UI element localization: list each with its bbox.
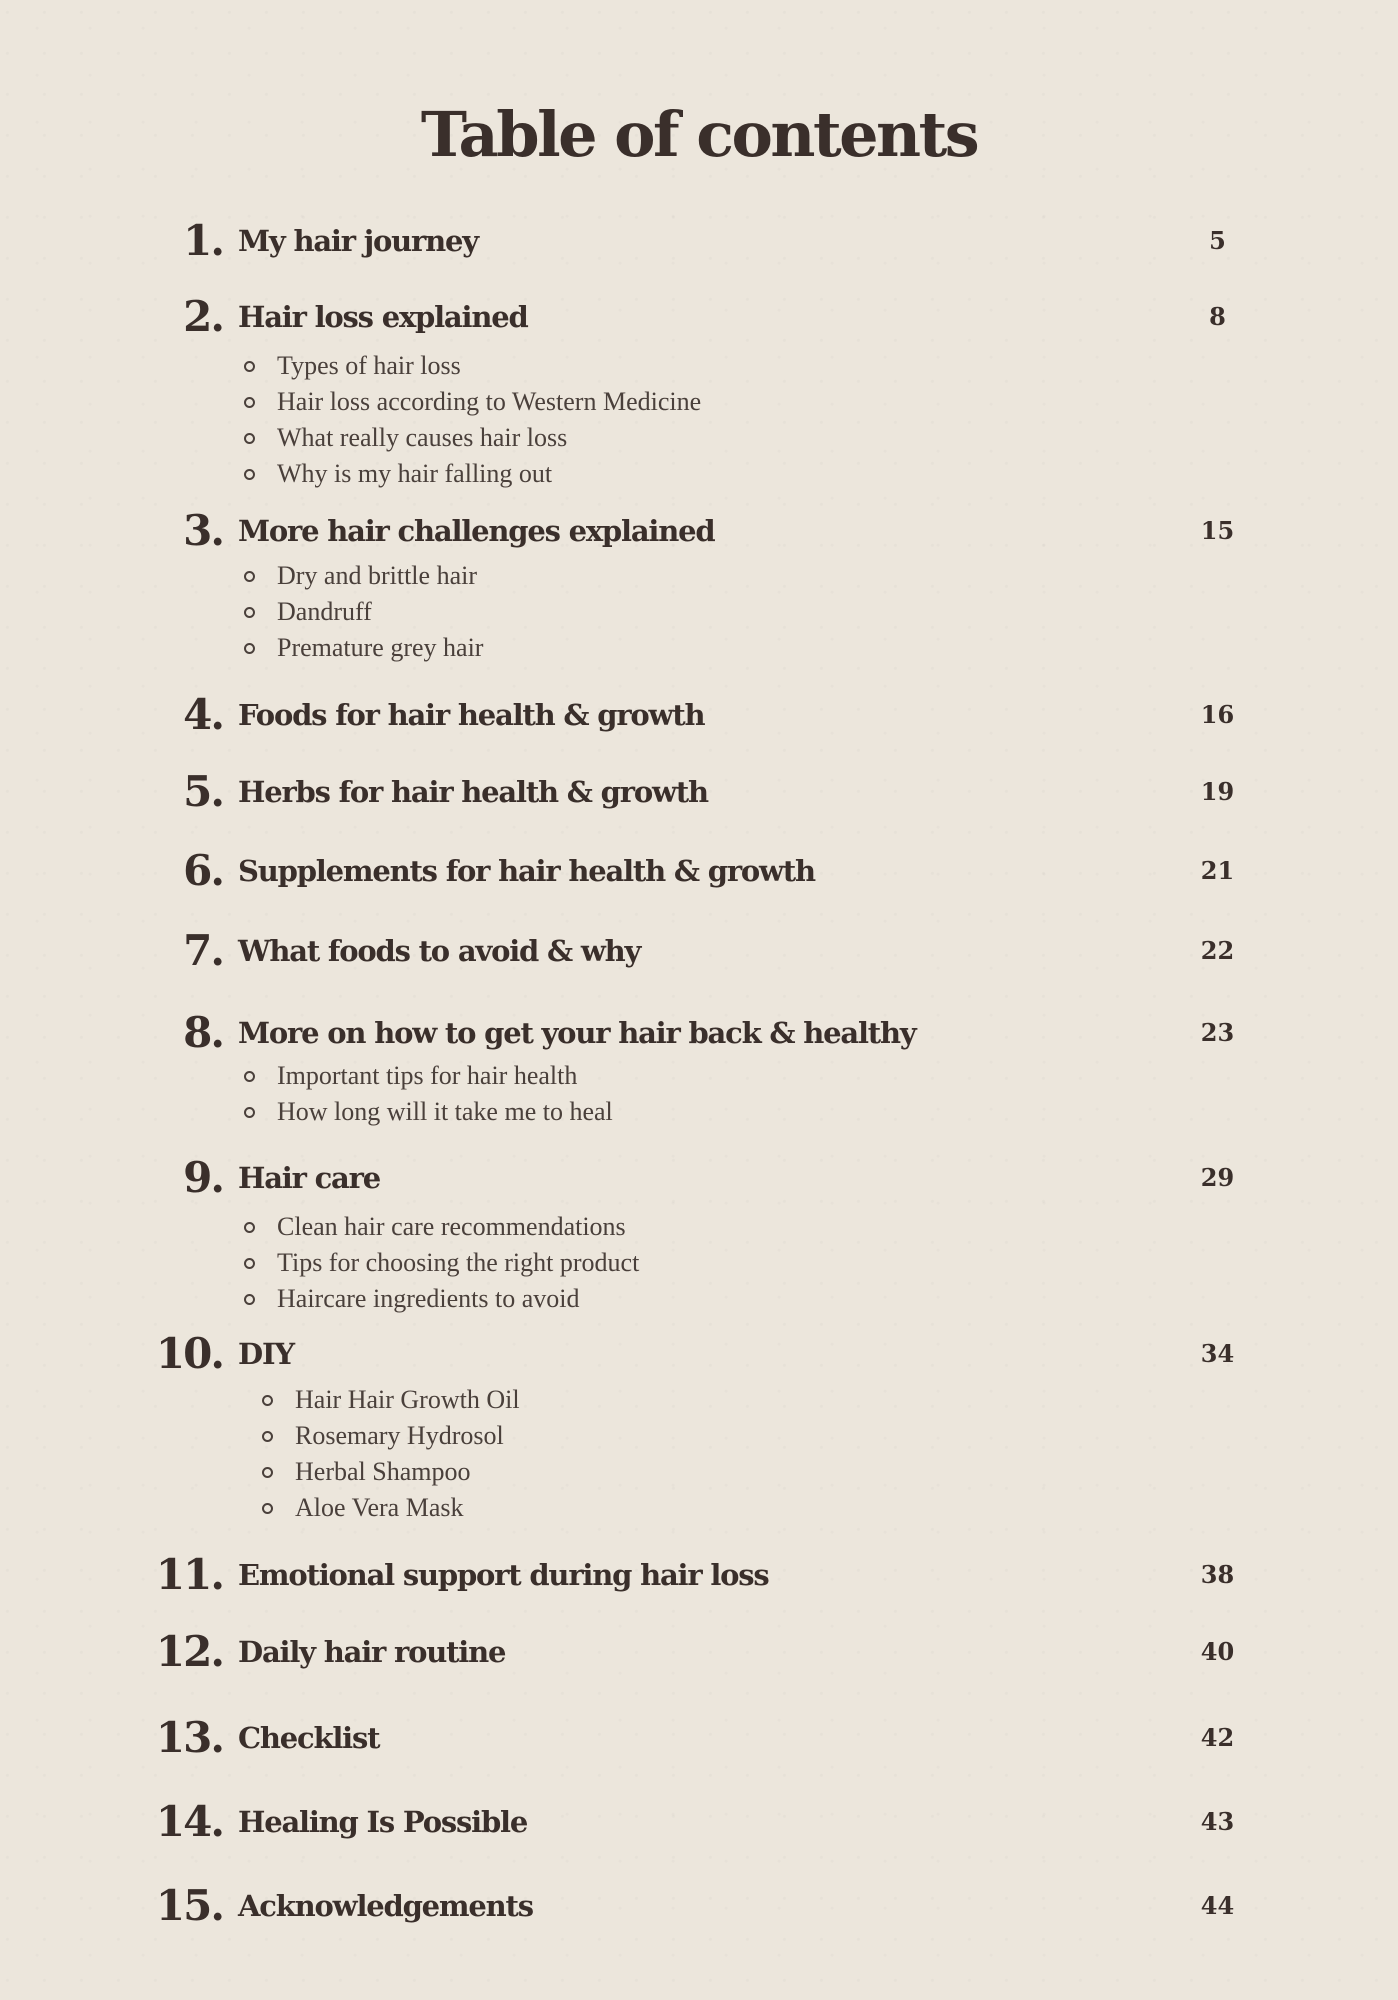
subtopic-item[interactable] — [244, 384, 701, 420]
toc-entry[interactable] — [0, 916, 1398, 986]
subtopic-item[interactable] — [244, 630, 483, 666]
entry-title[interactable]: More hair challenges explained — [238, 514, 715, 548]
subtopic-label: Haircare ingredients to avoid — [277, 1284, 580, 1313]
bullet-icon — [244, 433, 255, 444]
entry-title[interactable]: Acknowledgements — [238, 1889, 533, 1923]
subtopic-label: Important tips for hair health — [277, 1061, 578, 1090]
subtopic-item[interactable] — [244, 1209, 639, 1245]
subtopic-item[interactable] — [244, 420, 701, 456]
entry-number: 7. — [183, 926, 223, 975]
toc-entry[interactable] — [0, 282, 1398, 352]
entry-title[interactable]: DIY — [238, 1337, 294, 1371]
subtopic-item[interactable] — [244, 1245, 639, 1281]
entry-title[interactable]: Foods for hair health & growth — [238, 698, 705, 732]
entry-title[interactable]: Daily hair routine — [238, 1635, 506, 1669]
toc-entry[interactable] — [0, 1787, 1398, 1857]
entry-number: 13. — [155, 1713, 223, 1762]
bullet-icon — [262, 1467, 273, 1478]
entry-title[interactable]: Supplements for hair health & growth — [238, 854, 815, 888]
entry-page-number: 8 — [1209, 302, 1226, 331]
toc-entry[interactable] — [0, 496, 1398, 566]
bullet-icon — [262, 1431, 273, 1442]
bullet-icon — [244, 1071, 255, 1082]
subtopic-item[interactable] — [244, 348, 701, 384]
bullet-icon — [244, 643, 255, 654]
entry-page-number: 42 — [1200, 1723, 1235, 1752]
entry-page-number: 38 — [1200, 1560, 1235, 1589]
entry-page-number: 29 — [1200, 1163, 1235, 1192]
toc-entry[interactable] — [0, 1617, 1398, 1687]
subtopic-label: Types of hair loss — [277, 351, 461, 380]
bullet-icon — [244, 1258, 255, 1269]
entry-title[interactable]: Herbs for hair health & growth — [238, 775, 708, 809]
subtopic-item[interactable] — [262, 1454, 520, 1490]
entry-page-number: 44 — [1200, 1891, 1235, 1920]
bullet-icon — [244, 397, 255, 408]
entry-number: 5. — [183, 767, 223, 816]
bullet-icon — [244, 469, 255, 480]
bullet-icon — [244, 1222, 255, 1233]
subtopic-item[interactable] — [244, 558, 483, 594]
entry-title[interactable]: What foods to avoid & why — [238, 934, 641, 968]
entry-title[interactable]: Hair loss explained — [238, 300, 528, 334]
subtopic-item[interactable] — [244, 1094, 613, 1130]
bullet-icon — [244, 1107, 255, 1118]
entry-page-number: 34 — [1200, 1339, 1235, 1368]
entry-page-number: 43 — [1200, 1807, 1235, 1836]
toc-entry[interactable] — [0, 680, 1398, 750]
entry-page-number: 19 — [1200, 777, 1235, 806]
entry-number: 12. — [155, 1627, 223, 1676]
subtopic-item[interactable] — [262, 1418, 520, 1454]
entry-number: 15. — [155, 1881, 223, 1930]
entry-title[interactable]: Checklist — [238, 1721, 380, 1755]
entry-number: 6. — [183, 846, 223, 895]
subtopic-list — [244, 558, 483, 666]
bullet-icon — [244, 607, 255, 618]
subtopic-list — [244, 1209, 639, 1317]
entry-number: 4. — [183, 690, 223, 739]
toc-entry[interactable] — [0, 1319, 1398, 1389]
subtopic-label: Clean hair care recommendations — [277, 1212, 626, 1241]
subtopic-item[interactable] — [262, 1490, 520, 1526]
subtopic-label: Premature grey hair — [277, 633, 484, 662]
entry-number: 2. — [183, 292, 223, 341]
entry-title[interactable]: Emotional support during hair loss — [238, 1558, 769, 1592]
bullet-icon — [244, 571, 255, 582]
subtopic-list — [262, 1382, 520, 1526]
page-title: Table of contents — [420, 98, 978, 171]
subtopic-label: Tips for choosing the right product — [277, 1248, 640, 1277]
subtopic-label: How long will it take me to heal — [277, 1097, 613, 1126]
toc-entry[interactable] — [0, 836, 1398, 906]
entry-title[interactable]: Healing Is Possible — [238, 1805, 528, 1839]
entry-page-number: 16 — [1200, 700, 1235, 729]
toc-entry[interactable] — [0, 1871, 1398, 1941]
entry-page-number: 22 — [1200, 936, 1235, 965]
subtopic-item[interactable] — [244, 594, 483, 630]
entry-number: 11. — [155, 1550, 223, 1599]
entry-page-number: 15 — [1200, 516, 1235, 545]
entry-page-number: 23 — [1200, 1018, 1235, 1047]
subtopic-list — [244, 1058, 613, 1130]
subtopic-item[interactable] — [262, 1382, 520, 1418]
entry-number: 14. — [155, 1797, 223, 1846]
entry-number: 1. — [183, 216, 223, 265]
entry-number: 8. — [183, 1008, 223, 1057]
toc-entry[interactable] — [0, 1143, 1398, 1213]
toc-entry[interactable] — [0, 998, 1398, 1068]
toc-entry[interactable] — [0, 1540, 1398, 1610]
subtopic-label: Herbal Shampoo — [295, 1457, 471, 1486]
subtopic-item[interactable] — [244, 1281, 639, 1317]
entry-page-number: 21 — [1200, 856, 1235, 885]
entry-number: 9. — [183, 1153, 223, 1202]
bullet-icon — [244, 1294, 255, 1305]
entry-number: 3. — [183, 506, 223, 555]
subtopic-item[interactable] — [244, 456, 701, 492]
toc-entry[interactable] — [0, 1703, 1398, 1773]
entry-title[interactable]: My hair journey — [238, 224, 478, 258]
subtopic-label: What really causes hair loss — [277, 423, 568, 452]
bullet-icon — [244, 361, 255, 372]
entry-title[interactable]: Hair care — [238, 1161, 380, 1195]
entry-title[interactable]: More on how to get your hair back & healthy — [238, 1016, 916, 1050]
subtopic-list — [244, 348, 701, 492]
subtopic-label: Hair loss according to Western Medicine — [277, 387, 702, 416]
subtopic-label: Hair Hair Growth Oil — [295, 1385, 520, 1414]
entry-number: 10. — [155, 1329, 223, 1378]
toc-entry[interactable] — [0, 757, 1398, 827]
toc-entry[interactable] — [0, 206, 1398, 276]
subtopic-label: Aloe Vera Mask — [295, 1493, 464, 1522]
bullet-icon — [262, 1395, 273, 1406]
subtopic-label: Rosemary Hydrosol — [295, 1421, 504, 1450]
bullet-icon — [262, 1503, 273, 1514]
subtopic-item[interactable] — [244, 1058, 613, 1094]
entry-page-number: 40 — [1200, 1637, 1235, 1666]
subtopic-label: Why is my hair falling out — [277, 459, 553, 488]
entry-page-number: 5 — [1209, 226, 1226, 255]
subtopic-label: Dandruff — [277, 597, 372, 626]
subtopic-label: Dry and brittle hair — [277, 561, 477, 590]
